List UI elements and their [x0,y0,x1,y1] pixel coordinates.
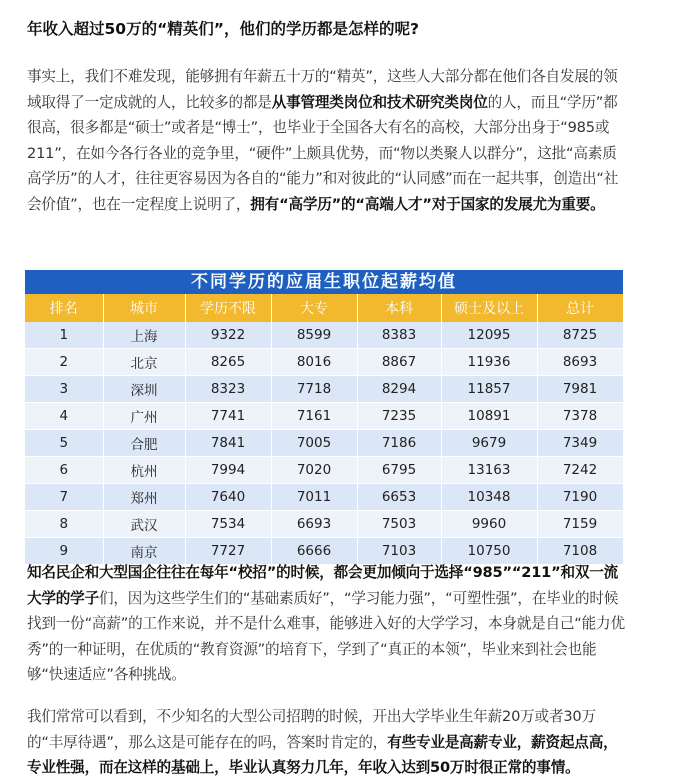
table-cell: 广州 [103,403,185,430]
table-cell: 7190 [537,484,623,511]
table-cell: 7161 [271,403,357,430]
table-cell: 6795 [357,457,441,484]
p3-bold-1: 有些专业是高薪专业，薪资起点高，专业性强，而在这样的基础上，毕业认真努力几年，年收入达到50万时很正常的事情。 [27,733,618,776]
header-cell: 学历不限 [185,294,271,322]
table-cell: 7011 [271,484,357,511]
table-cell: 合肥 [103,430,185,457]
table-cell: 8693 [537,349,623,376]
header-cell: 排名 [25,294,103,322]
table-cell: 6666 [271,538,357,565]
table-cell: 8725 [537,322,623,349]
table-cell: 13163 [441,457,537,484]
table-cell: 9679 [441,430,537,457]
table-header-row [25,294,623,322]
table-cell: 5 [25,430,103,457]
table-cell: 杭州 [103,457,185,484]
table-cell: 7186 [357,430,441,457]
paragraph-1 [27,64,627,217]
header-cell: 总计 [537,294,623,322]
table-cell: 2 [25,349,103,376]
header-cell: 大专 [271,294,357,322]
table-row [25,457,623,484]
table-cell: 8016 [271,349,357,376]
table-cell: 7534 [185,511,271,538]
table-cell: 7718 [271,376,357,403]
table-cell: 7 [25,484,103,511]
table-cell: 10750 [441,538,537,565]
table-cell: 7108 [537,538,623,565]
p2-bold-1: 知名民企和大型国企往往在每年“校招”的时候，都会更加倾向于选择“985”“211”和双一流大学的学子 [27,564,619,607]
table-cell: 7349 [537,430,623,457]
table-cell: 7378 [537,403,623,430]
table-cell: 9 [25,538,103,565]
header-cell: 城市 [103,294,185,322]
paragraph-2 [27,560,627,688]
table-cell: 7020 [271,457,357,484]
table-cell: 6693 [271,511,357,538]
table-cell: 9960 [441,511,537,538]
table-cell: 6653 [357,484,441,511]
table-cell: 8294 [357,376,441,403]
table-row [25,430,623,457]
table-cell: 7503 [357,511,441,538]
table-row [25,376,623,403]
table-cell: 7242 [537,457,623,484]
table-cell: 武汉 [103,511,185,538]
table-cell: 7159 [537,511,623,538]
header-cell: 硕士及以上 [441,294,537,322]
table-cell: 4 [25,403,103,430]
table-cell: 深圳 [103,376,185,403]
p1-text-2: 的人，而且“学历”都很高，很多都是“硕士”或者是“博士”，也毕业于全国各大有名的高校，大部分出身于“985或211”，在如今各行各业的竞争里，“硬件”上颇具优势，而“物以类聚人以群分”，这批“高素质高学历”的人才，往往更容易因为各自的“能力”和对彼此的“认同感”而在一起共事，创造出“社会价值”，也在一定程度上说明了， [27,93,619,213]
table-cell: 1 [25,322,103,349]
table-cell: 7235 [357,403,441,430]
table-cell: 7981 [537,376,623,403]
p1-bold-1: 从事管理类岗位和技术研究类岗位 [271,93,488,111]
table-cell: 7005 [271,430,357,457]
table-cell: 北京 [103,349,185,376]
table-cell: 11936 [441,349,537,376]
table-cell: 南京 [103,538,185,565]
table-row [25,349,623,376]
table-cell: 3 [25,376,103,403]
table-cell: 8265 [185,349,271,376]
table-cell: 8599 [271,322,357,349]
table-cell: 11857 [441,376,537,403]
table-row [25,322,623,349]
table-cell: 10348 [441,484,537,511]
p2-text-1: 们，因为这些学生们的“基础素质好”，“学习能力强”，“可塑性强”，在毕业的时候找到一份“高薪”的工作来说，并不是什么难事，能够进入好的大学学习，本身就是自己“能力优秀”的一种证明，在优质的“教育资源”的培育下，学到了“真正的本领”，毕业来到社会也能够“快速适应”各种挑战。 [27,589,625,683]
table-cell: 7640 [185,484,271,511]
salary-table-image [25,270,623,561]
table-title: 不同学历的应届生职位起薪均值 [25,270,623,294]
table-cell: 10891 [441,403,537,430]
p1-bold-2: 拥有“高学历”的“高端人才”对于国家的发展尤为重要。 [250,195,605,213]
header-cell: 本科 [357,294,441,322]
table-row [25,484,623,511]
table-body [25,322,623,565]
table-cell: 8383 [357,322,441,349]
table-row [25,511,623,538]
paragraph-3 [27,704,627,781]
table-cell: 8867 [357,349,441,376]
table-cell: 7841 [185,430,271,457]
p3-text-1: 我们常常可以看到，不少知名的大型公司招聘的时候，开出大学毕业生年薪20万或者30万的“丰厚待遇”，那么这是可能存在的吗，答案时肯定的， [27,708,596,751]
table-cell: 7741 [185,403,271,430]
table-cell: 8 [25,511,103,538]
table-cell: 郑州 [103,484,185,511]
p1-text-1: 事实上，我们不难发现，能够拥有年薪五十万的“精英”，这些人大部分都在他们各自发展的领域取得了一定成就的人，比较多的都是 [27,68,618,111]
table-cell: 9322 [185,322,271,349]
table-cell: 6 [25,457,103,484]
table-cell: 7994 [185,457,271,484]
article-heading: 年收入超过50万的“精英们”，他们的学历都是怎样的呢? [27,20,419,38]
table-cell: 上海 [103,322,185,349]
table-cell: 7727 [185,538,271,565]
salary-table [25,294,624,565]
table-row [25,403,623,430]
table-cell: 7103 [357,538,441,565]
table-cell: 12095 [441,322,537,349]
table-cell: 8323 [185,376,271,403]
